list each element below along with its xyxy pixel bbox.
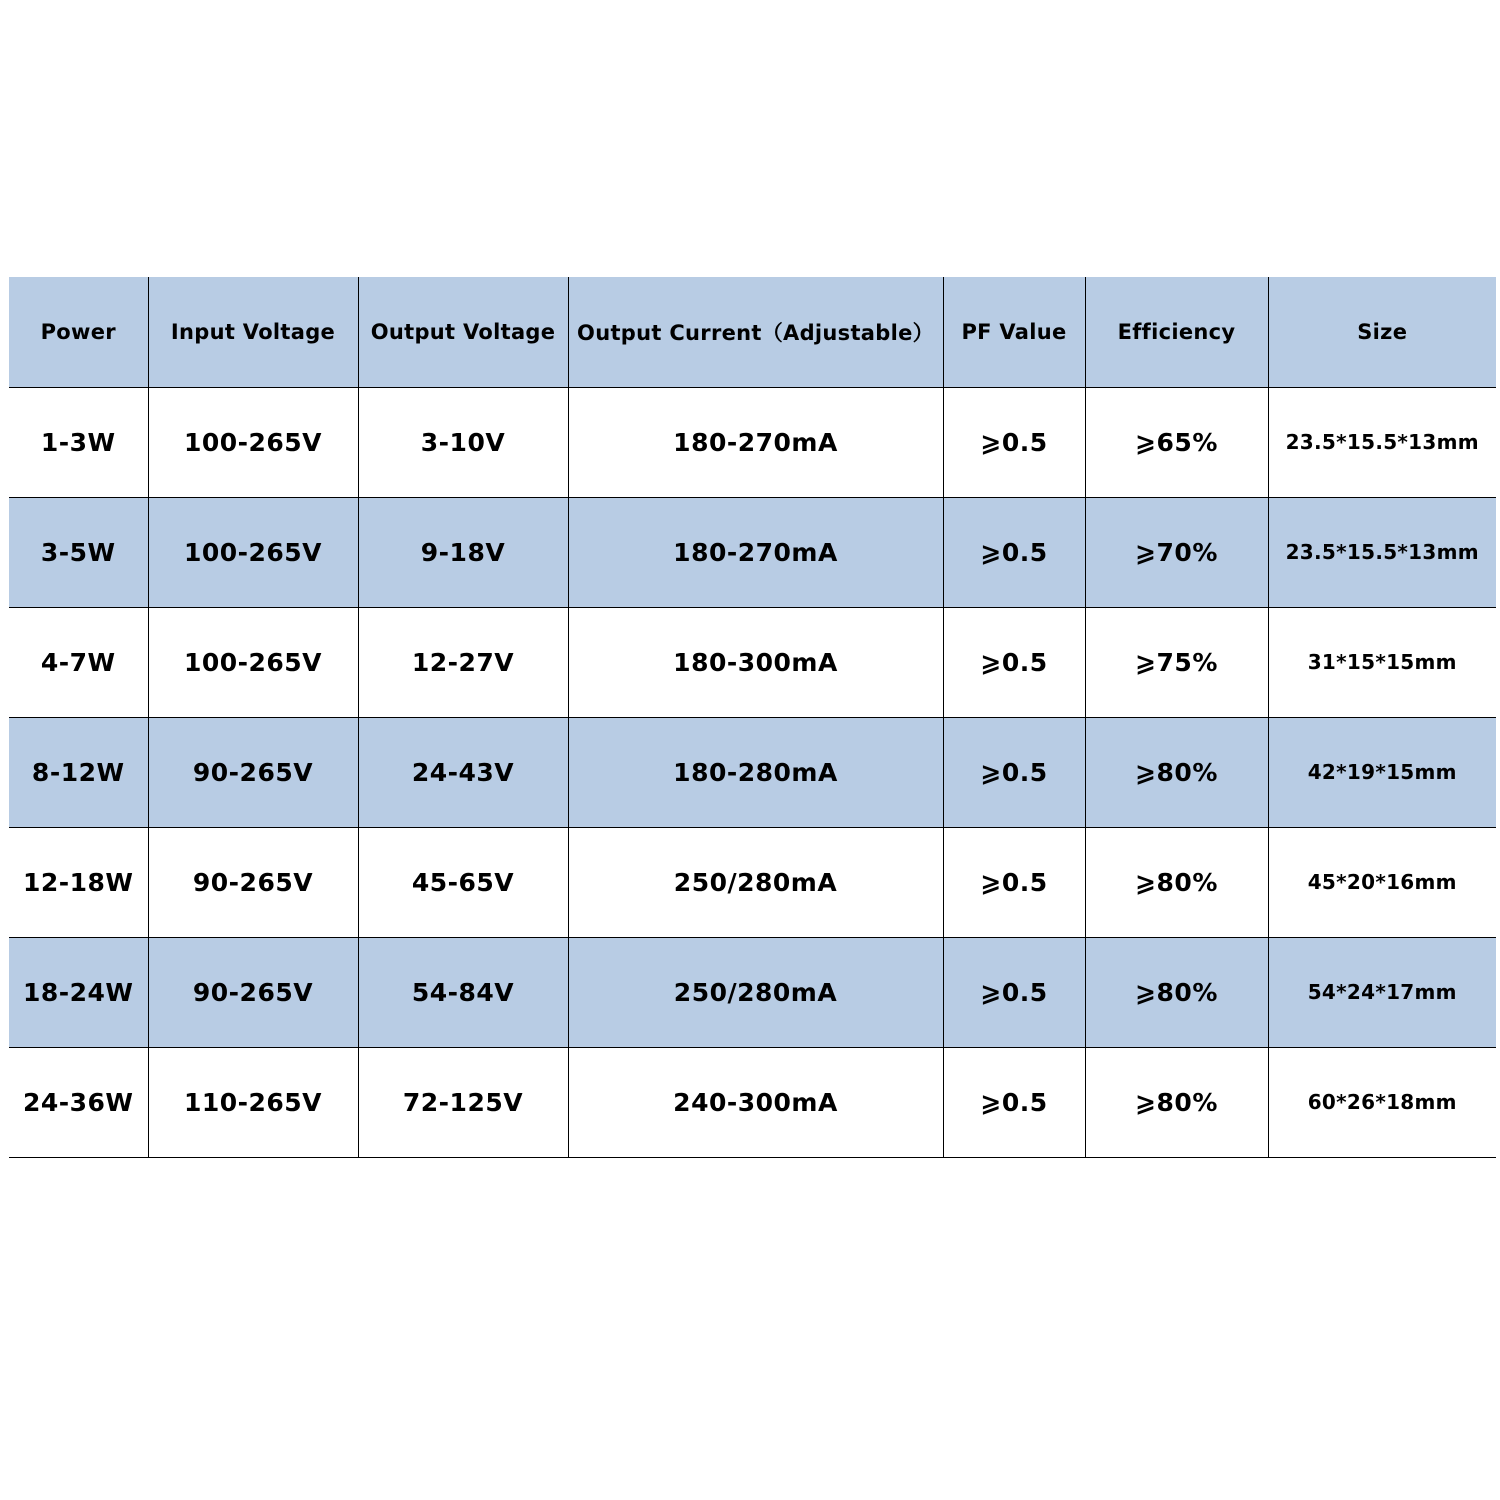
cell-output-voltage: 45-65V xyxy=(358,827,568,937)
table-row xyxy=(9,717,1496,827)
cell-power: 12-18W xyxy=(9,827,148,937)
cell-output-voltage: 3-10V xyxy=(358,387,568,497)
cell-efficiency: ⩾80% xyxy=(1085,717,1268,827)
header-input-voltage: Input Voltage xyxy=(148,277,358,387)
cell-output-current: 240-300mA xyxy=(568,1047,943,1157)
table-row xyxy=(9,1047,1496,1157)
cell-input-voltage: 90-265V xyxy=(148,827,358,937)
cell-efficiency: ⩾75% xyxy=(1085,607,1268,717)
cell-input-voltage: 110-265V xyxy=(148,1047,358,1157)
header-row xyxy=(9,277,1496,387)
cell-size: 54*24*17mm xyxy=(1268,937,1496,1047)
cell-size: 60*26*18mm xyxy=(1268,1047,1496,1157)
cell-power: 24-36W xyxy=(9,1047,148,1157)
table-row xyxy=(9,607,1496,717)
table-row xyxy=(9,937,1496,1047)
cell-output-current: 180-280mA xyxy=(568,717,943,827)
cell-pf-value: ⩾0.5 xyxy=(943,827,1085,937)
cell-output-current: 250/280mA xyxy=(568,827,943,937)
cell-pf-value: ⩾0.5 xyxy=(943,497,1085,607)
table-row xyxy=(9,497,1496,607)
cell-pf-value: ⩾0.5 xyxy=(943,387,1085,497)
spec-table xyxy=(9,277,1496,1158)
header-power: Power xyxy=(9,277,148,387)
cell-size: 23.5*15.5*13mm xyxy=(1268,497,1496,607)
cell-efficiency: ⩾80% xyxy=(1085,1047,1268,1157)
header-size: Size xyxy=(1268,277,1496,387)
cell-size: 42*19*15mm xyxy=(1268,717,1496,827)
cell-output-voltage: 12-27V xyxy=(358,607,568,717)
cell-pf-value: ⩾0.5 xyxy=(943,607,1085,717)
cell-efficiency: ⩾70% xyxy=(1085,497,1268,607)
cell-pf-value: ⩾0.5 xyxy=(943,937,1085,1047)
cell-pf-value: ⩾0.5 xyxy=(943,1047,1085,1157)
cell-output-voltage: 9-18V xyxy=(358,497,568,607)
cell-input-voltage: 100-265V xyxy=(148,607,358,717)
cell-size: 45*20*16mm xyxy=(1268,827,1496,937)
cell-input-voltage: 100-265V xyxy=(148,387,358,497)
cell-output-current: 250/280mA xyxy=(568,937,943,1047)
cell-pf-value: ⩾0.5 xyxy=(943,717,1085,827)
cell-power: 4-7W xyxy=(9,607,148,717)
cell-size: 31*15*15mm xyxy=(1268,607,1496,717)
cell-input-voltage: 90-265V xyxy=(148,717,358,827)
cell-power: 8-12W xyxy=(9,717,148,827)
cell-power: 3-5W xyxy=(9,497,148,607)
cell-output-voltage: 54-84V xyxy=(358,937,568,1047)
cell-output-current: 180-300mA xyxy=(568,607,943,717)
header-output-current: Output Current（Adjustable） xyxy=(568,277,943,387)
cell-power: 18-24W xyxy=(9,937,148,1047)
cell-output-current: 180-270mA xyxy=(568,497,943,607)
header-output-voltage: Output Voltage xyxy=(358,277,568,387)
cell-output-voltage: 72-125V xyxy=(358,1047,568,1157)
table-row xyxy=(9,827,1496,937)
header-efficiency: Efficiency xyxy=(1085,277,1268,387)
header-pf-value: PF Value xyxy=(943,277,1085,387)
cell-input-voltage: 90-265V xyxy=(148,937,358,1047)
cell-efficiency: ⩾65% xyxy=(1085,387,1268,497)
table-row xyxy=(9,387,1496,497)
cell-efficiency: ⩾80% xyxy=(1085,937,1268,1047)
cell-power: 1-3W xyxy=(9,387,148,497)
cell-output-voltage: 24-43V xyxy=(358,717,568,827)
cell-output-current: 180-270mA xyxy=(568,387,943,497)
cell-input-voltage: 100-265V xyxy=(148,497,358,607)
cell-efficiency: ⩾80% xyxy=(1085,827,1268,937)
cell-size: 23.5*15.5*13mm xyxy=(1268,387,1496,497)
